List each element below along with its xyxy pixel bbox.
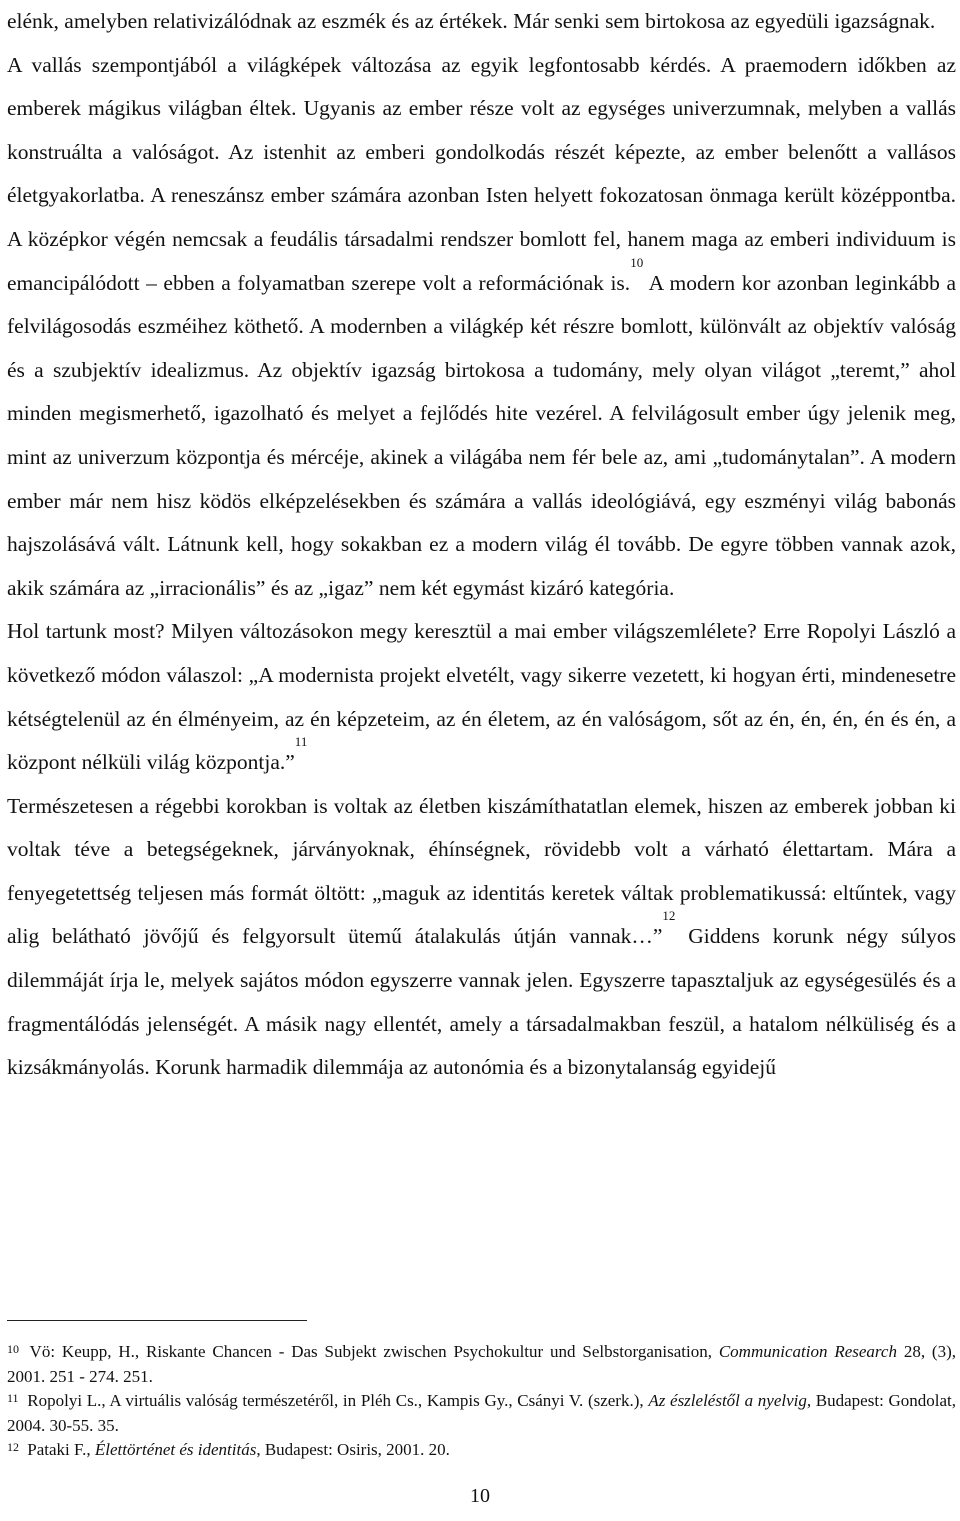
footnote-text: Vö: Keupp, H., Riskante Chancen - Das Subjekt zwischen Psychokultur und Selbstorganisation, xyxy=(23,1342,719,1361)
paragraph-4-text-a: Természetesen a régebbi korokban is voltak az életben kiszámíthatatlan elemek, hiszen az emberek jobban ki voltak téve a betegségeknek, járványoknak, éhínségnek, rövidebb volt a várható élettartam. Mára a fenyegetettség teljesen más formát öltött: „maguk az identitás keretek váltak problematikussá: eltűntek, vagy alig belátható jövőjű és felgyorsult ütemű átalakulás útján vannak…” xyxy=(7,793,956,949)
footnote-12 xyxy=(7,1438,956,1463)
footnote-11 xyxy=(7,1389,956,1438)
footnote-number: 11 xyxy=(7,1391,19,1405)
footnote-text: , Budapest: Gondolat, 2004. 30-55. 35. xyxy=(7,1391,956,1435)
footnote-title: Communication Research xyxy=(718,1342,897,1361)
footnote-ref-10[interactable]: 10 xyxy=(630,254,644,270)
footnote-text: 28, (3), 2001. 251 - 274. 251. xyxy=(7,1342,957,1386)
footnote-title: Élettörténet és identitás xyxy=(94,1440,257,1459)
footnote-text: , Budapest: Osiris, 2001. 20. xyxy=(256,1440,450,1459)
footnote-number: 10 xyxy=(7,1342,19,1356)
footnote-text: Pataki F., xyxy=(23,1440,95,1459)
footnote-ref-12[interactable]: 12 xyxy=(662,908,676,924)
main-text xyxy=(7,0,956,1090)
paragraph-4-text-b: Giddens korunk négy súlyos dilemmáját írja le, melyek sajátos módon egyszerre vannak jelen. Egyszerre tapasztaljuk az egységesülés és a fragmentálódás jelenségét. A másik nagy ellentét, amely a társadalmakban feszül, a hatalom nélküliség és a kizsákmányolás. Korunk harmadik dilemmája az autonómia és a bizonytalanság egyidejű xyxy=(7,924,956,1080)
page-body xyxy=(7,0,956,1090)
footnote-ref-11[interactable]: 11 xyxy=(294,734,308,750)
paragraph-2-text-b: A modern kor azonban leginkább a felvilágosodás eszméihez köthető. A modernben a világkép két részre bomlott, különvált az objektív valóság és a szubjektív idealizmus. Az objektív igazság birtokosa a tudomány, mely olyan világot „teremt,” ahol minden megismerhető, igazolható és melyet a fejlődés hite vezérel. A felvilágosult ember úgy jelenik meg, mint az univerzum központja és mércéje, akinek a világába nem fér bele az, ami „tudománytalan”. A modern ember már nem hisz ködös elképzelésekben és számára a vallás ideológiává, egy eszményi világ babonás hajszolásává vált. Látnunk kell, hogy sokakban ez a modern világ él tovább. De egyre többen vannak azok, akik számára az „irracionális” és az „igaz” nem két egymást kizáró kategória. xyxy=(7,270,956,600)
footnote-text: Ropolyi L., A virtuális valóság természetéről, in Pléh Cs., Kampis Gy., Csányi V. (szerk.), xyxy=(22,1391,649,1410)
paragraph-3-text: Hol tartunk most? Milyen változásokon megy keresztül a mai ember világszemlélete? Erre Ropolyi László a következő módon válaszol: „A modernista projekt elvetélt, vagy sikerre vezetett, ki hogyan érti, mindenesetre kétségtelenül az én élményeim, az én képzeteim, az én életem, az én valóságom, sőt az én, én, én, én és én, a központ nélküli világ központja.” xyxy=(7,619,956,775)
paragraph-1 xyxy=(7,0,956,44)
footnote-number: 12 xyxy=(7,1440,19,1454)
footnote-10 xyxy=(7,1340,956,1389)
paragraph-2-text-a: A vallás szempontjából a világképek változása az egyik legfontosabb kérdés. A praemodern időkben az emberek mágikus világban éltek. Ugyanis az ember része volt az egységes univerzumnak, melyben a vallás konstruálta a valóságot. Az istenhit az emberi gondolkodás részét képezte, az ember belenőtt a vallásos életgyakorlatba. A reneszánsz ember számára azonban Isten helyett fokozatosan önmaga került középpontba. A középkor végén nemcsak a feudális társadalmi rendszer bomlott fel, hanem maga az emberi individuum is emancipálódott – ebben a folyamatban szerepe volt a reformációnak is. xyxy=(7,52,956,295)
paragraph-3 xyxy=(7,610,956,784)
paragraph-2 xyxy=(7,44,956,611)
paragraph-4 xyxy=(7,785,956,1090)
page-number: 10 xyxy=(470,1485,490,1507)
footnote-title: Az észleléstől a nyelvig xyxy=(648,1391,807,1410)
footnotes xyxy=(7,1340,956,1463)
footnote-divider xyxy=(7,1320,307,1321)
paragraph-1-text: elénk, amelyben relativizálódnak az eszmék és az értékek. Már senki sem birtokosa az egyedüli igazságnak. xyxy=(7,9,936,33)
